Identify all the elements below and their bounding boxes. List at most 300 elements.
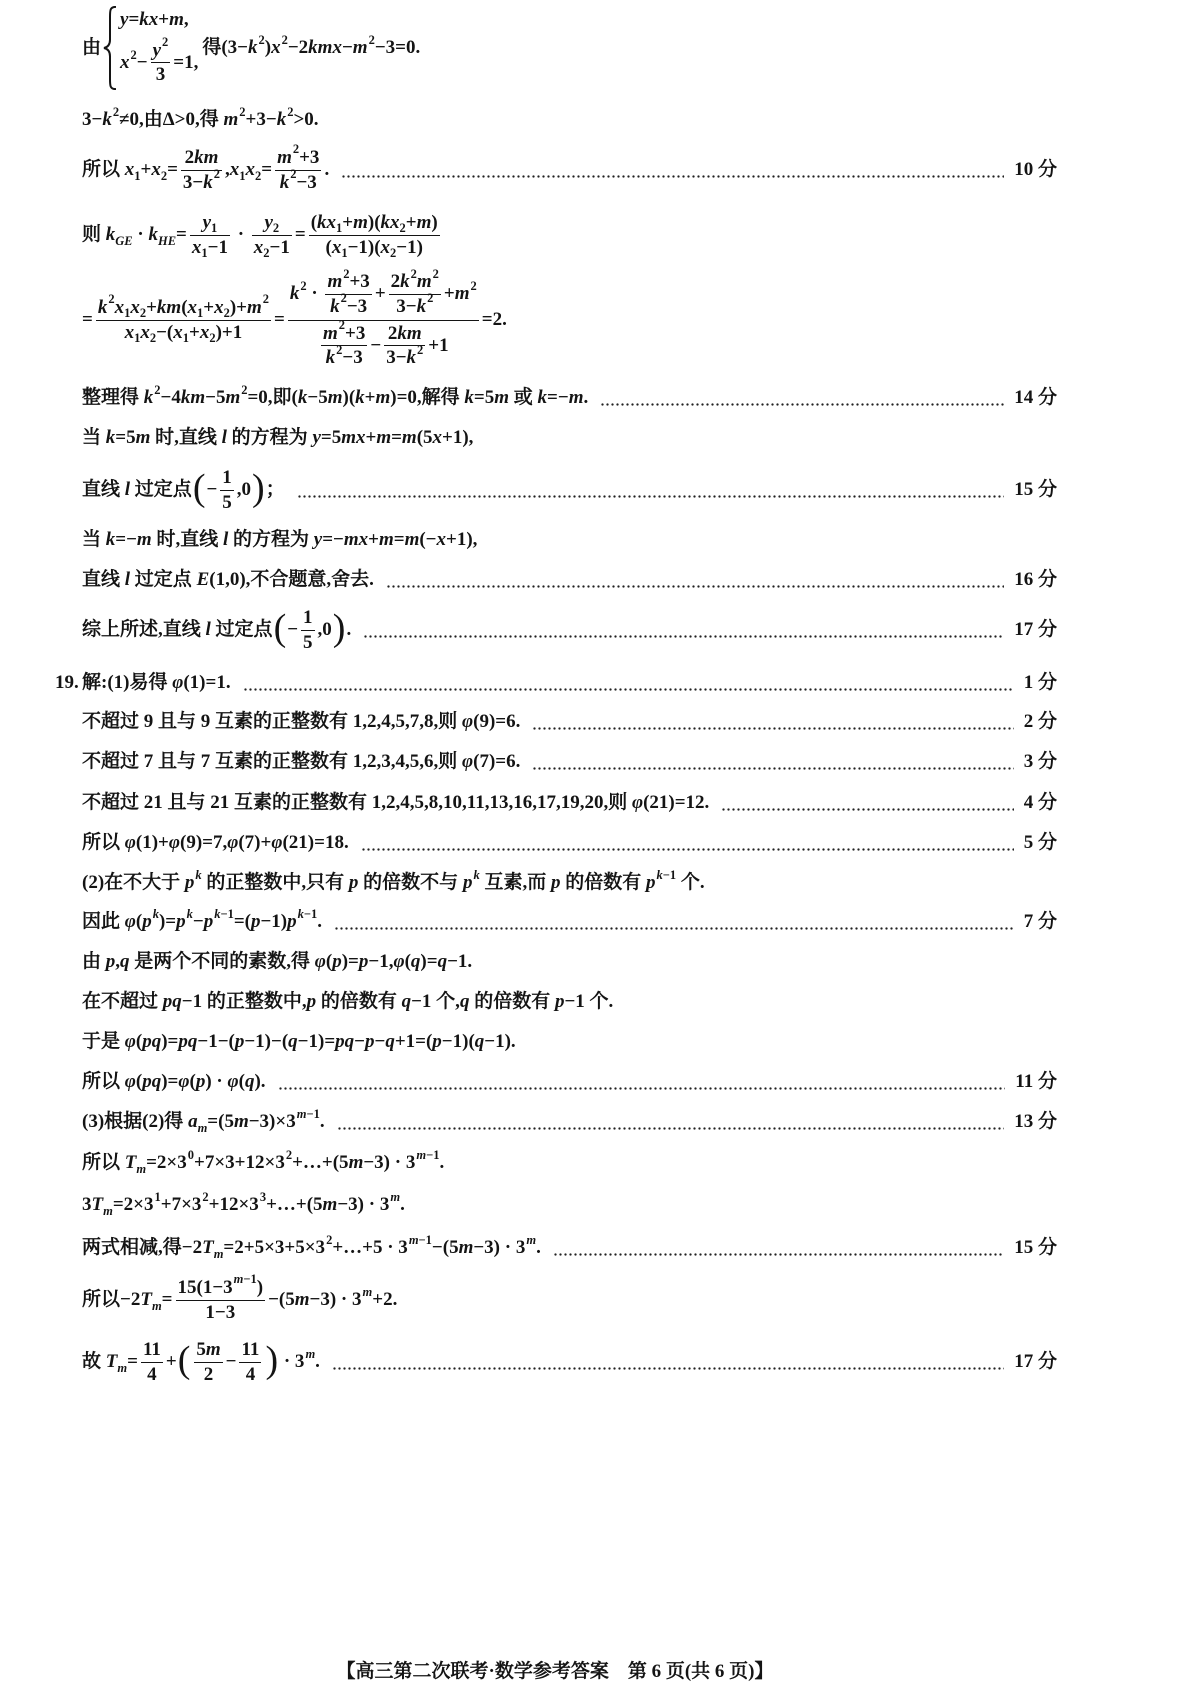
numerator <box>252 211 292 236</box>
math-text: 所以 <box>82 832 125 854</box>
math-variable: k <box>355 387 365 409</box>
numerator <box>190 211 230 236</box>
math-text: 时,直线 <box>151 529 223 551</box>
math-text: −5 <box>205 387 226 409</box>
math-text: −( <box>156 321 174 343</box>
fraction <box>239 1338 261 1387</box>
math-text: 2 <box>139 306 147 321</box>
score-points: 17 分 <box>1014 1351 1057 1373</box>
math-text: +2. <box>372 1289 398 1311</box>
math-text: 1 <box>134 168 141 183</box>
denominator <box>325 291 371 319</box>
answer-line <box>82 462 1057 518</box>
math-text: 2 <box>281 32 288 47</box>
score-points: 1 分 <box>1023 672 1057 694</box>
math-text: . <box>583 387 589 409</box>
math-variable: φ <box>124 1031 136 1053</box>
math-variable: m <box>247 296 262 318</box>
score-points: 10 分 <box>1014 159 1057 181</box>
math-variable: x <box>214 296 224 318</box>
math-variable: k <box>152 906 159 921</box>
math-text: ≠0,由Δ>0,得 <box>119 109 224 131</box>
answer-line <box>82 823 1057 863</box>
superscript <box>339 318 345 332</box>
math-text: )= <box>158 911 177 933</box>
superscript <box>113 105 119 119</box>
math-text: + <box>342 211 354 233</box>
math-variable: φ <box>227 832 239 854</box>
math-text: 3 <box>155 64 166 86</box>
math-text: 11 <box>142 1338 161 1360</box>
math-text: =5 <box>473 387 495 409</box>
math-variable: k <box>186 906 193 921</box>
denominator <box>141 1363 163 1387</box>
line-content <box>82 1106 325 1135</box>
denominator <box>321 343 367 370</box>
subscript <box>209 331 215 345</box>
math-text: = <box>167 159 178 181</box>
superscript <box>656 868 676 882</box>
answer-line <box>82 266 1057 369</box>
answer-line <box>82 702 1057 742</box>
math-variable: k <box>537 387 548 409</box>
superscript <box>155 1190 161 1204</box>
superscript <box>416 1148 439 1162</box>
math-text: + <box>165 1351 177 1373</box>
math-text: · <box>232 224 249 246</box>
subscript <box>136 1162 146 1176</box>
denominator <box>384 343 425 370</box>
answer-line <box>82 1022 1057 1062</box>
math-text: 3− <box>396 295 417 317</box>
math-variable: φ <box>314 951 326 973</box>
numerator <box>275 142 321 171</box>
math-variable: k <box>97 296 108 318</box>
math-text: (7)=6. <box>473 751 521 773</box>
math-text: 2 <box>336 343 343 358</box>
line-content <box>82 867 705 894</box>
math-variable: y <box>120 8 129 30</box>
math-text: −1)−( <box>244 1031 289 1053</box>
denominator <box>181 167 222 195</box>
superscript <box>326 1233 332 1247</box>
denominator <box>389 291 441 319</box>
math-variable: m <box>117 1360 128 1375</box>
math-text: 11 <box>241 1338 260 1360</box>
math-variable: m <box>327 387 343 409</box>
dot-leader <box>600 403 1004 406</box>
math-variable: φ <box>227 1071 239 1093</box>
fraction <box>321 318 367 371</box>
math-variable: x <box>140 321 150 343</box>
math-variable: m <box>458 1237 474 1259</box>
dot-leader <box>278 1087 1006 1090</box>
problem-number: 19. <box>55 672 79 693</box>
math-text: , <box>225 159 230 181</box>
math-variable: GE <box>115 233 133 248</box>
math-variable: p <box>550 872 561 894</box>
math-text: 1−3 <box>205 1301 236 1323</box>
math-text: 1 <box>222 466 232 488</box>
answer-line <box>82 418 1057 458</box>
fraction <box>389 266 441 319</box>
math-text: 过定点 <box>130 569 197 591</box>
subscript <box>103 1204 113 1218</box>
score-points: 16 分 <box>1014 569 1057 591</box>
math-variable: x <box>331 236 342 258</box>
math-variable: k <box>325 347 336 369</box>
math-text: 过定点 <box>130 479 192 501</box>
math-text: −(5 <box>431 1237 459 1259</box>
math-text: =2. <box>481 309 507 331</box>
math-variable: k <box>148 224 158 246</box>
fraction <box>190 211 230 260</box>
subscript <box>197 306 203 320</box>
math-variable: x <box>114 296 125 318</box>
math-text: −1) <box>260 911 288 933</box>
dot-leader <box>532 767 1013 770</box>
math-text: 1 <box>341 246 348 261</box>
math-variable: p <box>287 911 297 933</box>
math-text: )=0,解得 <box>390 387 465 409</box>
math-variable: φ <box>124 1071 136 1093</box>
math-text: −1)( <box>347 236 381 258</box>
math-text: +…+(5 <box>266 1194 323 1216</box>
math-text: −3 <box>342 347 363 369</box>
math-text: −1 <box>306 1106 320 1121</box>
numerator <box>220 466 234 491</box>
math-text: −1 <box>243 1272 257 1287</box>
math-variable: T <box>105 1351 118 1373</box>
numerator <box>301 606 315 631</box>
math-text: 综上所述,直线 <box>82 619 206 641</box>
math-text: (− <box>419 529 437 551</box>
math-text: 0 <box>187 1147 195 1162</box>
superscript <box>108 292 114 306</box>
math-text: + <box>405 211 417 233</box>
superscript <box>234 1272 257 1286</box>
math-variable: q <box>385 1031 395 1053</box>
subscript <box>224 306 230 320</box>
line-content <box>82 751 520 773</box>
math-text: (3)根据(2)得 <box>82 1111 189 1133</box>
line-content <box>82 906 323 933</box>
brace-stroke <box>104 7 116 89</box>
numerator <box>239 1338 261 1363</box>
superscript <box>427 291 433 305</box>
superscript <box>305 1347 315 1361</box>
math-text: · <box>306 283 323 305</box>
math-text: 两式相减,得−2 <box>82 1237 203 1259</box>
math-variable: φ <box>393 951 405 973</box>
math-variable: T <box>124 1152 137 1174</box>
math-text: 2 <box>390 246 397 261</box>
math-text: −1 <box>426 1147 440 1162</box>
math-variable: m <box>416 211 432 233</box>
math-text: −3) · 3 <box>337 1194 390 1216</box>
superscript <box>214 907 234 921</box>
math-variable: m <box>416 270 432 292</box>
math-variable: x <box>130 296 140 318</box>
math-variable: m <box>323 322 338 344</box>
subscript <box>390 246 396 260</box>
superscript <box>297 1107 320 1121</box>
system-rows <box>117 9 198 88</box>
math-text: 4 <box>245 1363 256 1385</box>
math-variable: T <box>140 1289 152 1311</box>
math-text: 3 <box>82 1194 92 1216</box>
math-text: (1)=1. <box>183 672 231 694</box>
math-text: + <box>368 529 379 551</box>
math-text: +12×3 <box>208 1194 259 1216</box>
score-points: 15 分 <box>1014 479 1057 501</box>
system-row <box>120 35 199 88</box>
superscript <box>341 291 347 305</box>
math-text: 1 <box>211 221 218 236</box>
line-content <box>82 382 589 409</box>
math-variable: x <box>199 321 210 343</box>
math-text: −1 个. <box>564 991 614 1013</box>
math-variable: m <box>305 1346 316 1361</box>
denominator <box>190 236 230 260</box>
math-text: 2 <box>160 168 168 183</box>
math-variable: m <box>390 1189 401 1204</box>
superscript <box>471 279 477 293</box>
math-text: −(5 <box>268 1289 295 1311</box>
math-text: (1,0),不合题意,舍去. <box>209 569 374 591</box>
large-parenthesis: ( <box>273 607 287 649</box>
subscript <box>214 1247 224 1261</box>
math-text: 2 <box>108 292 115 307</box>
math-text: −1 <box>269 236 290 258</box>
math-text: 2 <box>285 1147 293 1162</box>
subscript <box>239 169 245 183</box>
math-text: 2 <box>290 167 297 182</box>
superscript <box>195 868 201 882</box>
math-text: 2 <box>213 167 220 182</box>
math-variable: pq <box>162 991 182 1013</box>
dot-leader <box>532 727 1013 730</box>
math-text: +…+5 · 3 <box>332 1237 408 1259</box>
math-text: 15(1−3 <box>177 1276 233 1298</box>
math-variable: x <box>271 37 281 59</box>
subscript <box>158 234 176 248</box>
math-text: −1 <box>303 906 318 921</box>
math-variable: l <box>124 479 131 501</box>
math-text: 1 <box>303 606 313 628</box>
answer-line <box>82 100 1057 140</box>
math-variable: kx <box>139 8 159 30</box>
math-text: 2 <box>300 278 307 293</box>
math-variable: l <box>222 529 229 551</box>
math-text: 所以 <box>82 1152 125 1174</box>
math-text: ( <box>238 1071 245 1093</box>
answer-line <box>82 982 1057 1022</box>
math-text: 不超过 7 且与 7 互素的正整数有 1,2,3,4,5,6,则 <box>82 751 463 773</box>
math-variable: mx <box>341 427 366 449</box>
math-variable: m <box>169 8 184 30</box>
math-text: ) <box>256 1276 264 1298</box>
score-points: 2 分 <box>1023 711 1057 733</box>
fraction <box>301 606 315 655</box>
math-text: +3 <box>299 146 320 168</box>
math-variable: k <box>105 529 116 551</box>
math-variable: y <box>313 529 323 551</box>
math-variable: φ <box>271 832 283 854</box>
superscript <box>343 267 349 281</box>
answer-line <box>82 142 1057 198</box>
math-text: 5 <box>303 631 313 653</box>
math-variable: m <box>322 1194 338 1216</box>
answer-line <box>82 742 1057 782</box>
math-text: . <box>346 619 352 641</box>
math-text: 当 <box>82 529 106 551</box>
math-text: 的倍数有 <box>560 872 646 894</box>
math-text: +1 <box>428 334 449 356</box>
math-variable: m <box>416 1147 427 1162</box>
math-variable: k <box>289 283 300 305</box>
math-text: ). <box>254 1071 266 1093</box>
numerator <box>288 266 479 321</box>
subscript <box>134 169 140 183</box>
math-variable: φ <box>172 672 184 694</box>
math-variable: k <box>203 171 213 193</box>
math-text: = <box>294 224 306 246</box>
math-text: 2 <box>162 35 169 50</box>
math-text: 不超过 9 且与 9 互素的正整数有 1,2,4,5,7,8,则 <box>82 711 463 733</box>
math-text: = <box>82 309 93 331</box>
answer-line <box>82 1062 1057 1102</box>
math-text: −3) · 3 <box>473 1237 526 1259</box>
math-variable: q <box>288 1031 298 1053</box>
math-text: 2 <box>417 343 424 358</box>
math-text: = <box>393 529 405 551</box>
large-parenthesis: ) <box>265 1339 279 1381</box>
math-variable: HE <box>157 233 177 248</box>
math-text: . <box>317 911 323 933</box>
math-variable: T <box>202 1237 214 1259</box>
math-text: 所以 <box>82 159 125 181</box>
superscript <box>188 1148 194 1162</box>
math-text: 得(3− <box>202 37 249 59</box>
math-text: 2 <box>340 291 347 306</box>
math-text: ) <box>264 37 272 59</box>
math-variable: m <box>233 1111 249 1133</box>
math-variable: p <box>332 951 342 973</box>
math-variable: pq <box>142 1071 162 1093</box>
math-variable: m <box>136 1161 147 1176</box>
math-variable: x <box>124 159 135 181</box>
math-variable: x <box>187 296 198 318</box>
dot-leader <box>721 808 1013 811</box>
math-variable: km <box>156 296 182 318</box>
superscript <box>282 33 288 47</box>
math-variable: φ <box>462 711 474 733</box>
superscript <box>286 1148 292 1162</box>
math-variable: q <box>120 951 130 973</box>
math-variable: kx <box>317 211 337 233</box>
denominator <box>96 321 271 345</box>
line-content <box>82 104 319 131</box>
math-variable: k <box>105 427 116 449</box>
fraction <box>181 146 222 195</box>
math-text: (21)=12. <box>643 792 710 814</box>
math-variable: E <box>196 569 210 591</box>
math-text: − <box>136 52 148 73</box>
math-text: 2 <box>470 278 477 293</box>
math-variable: m <box>378 529 394 551</box>
math-text: + <box>189 321 200 343</box>
score-points: 11 分 <box>1015 1071 1057 1093</box>
math-text: −1−( <box>197 1031 235 1053</box>
denominator <box>275 167 321 195</box>
math-variable: q <box>437 951 448 973</box>
math-text: ( <box>325 236 332 258</box>
math-text: 互素,而 <box>479 872 551 894</box>
math-text: + <box>365 427 377 449</box>
superscript <box>287 105 293 119</box>
subscript <box>140 306 146 320</box>
math-text: ) <box>431 211 438 233</box>
math-variable: k <box>195 867 202 882</box>
math-text: 则 <box>82 224 106 246</box>
math-variable: k <box>279 171 290 193</box>
superscript <box>239 105 245 119</box>
math-text: −3=0. <box>374 37 421 59</box>
math-text: 的正整数中,只有 <box>201 872 349 894</box>
math-variable: x <box>151 159 161 181</box>
line-content <box>82 211 443 260</box>
math-variable: a <box>188 1111 198 1133</box>
subscript <box>255 169 261 183</box>
math-text: +1=( <box>394 1031 433 1053</box>
subscript <box>117 1361 127 1375</box>
math-text: 过定点 <box>210 619 273 641</box>
fraction <box>176 1272 266 1325</box>
math-text: ( <box>135 1071 143 1093</box>
math-text: 2 <box>343 266 350 281</box>
math-text: 直线 <box>82 479 125 501</box>
superscript <box>390 1190 400 1204</box>
math-text: 是两个不同的素数,得 <box>129 951 315 973</box>
math-text: + <box>140 159 152 181</box>
dot-leader <box>297 495 1005 498</box>
math-text: 2 <box>112 104 120 119</box>
superscript <box>162 35 168 49</box>
math-text: 2 <box>387 322 398 344</box>
math-variable: k <box>473 867 480 882</box>
math-text: (5 <box>416 427 433 449</box>
denominator <box>151 63 171 87</box>
math-text: 2 <box>202 1189 209 1204</box>
subscript <box>150 331 156 345</box>
math-variable: m <box>494 387 510 409</box>
math-variable: k <box>297 906 304 921</box>
math-text: (21)=18. <box>282 832 349 854</box>
numerator <box>325 266 371 295</box>
numerator <box>309 211 440 236</box>
math-variable: k <box>105 224 116 246</box>
math-text: 2 <box>255 168 262 183</box>
math-text: 1 <box>124 306 131 321</box>
math-text: 1 <box>182 331 190 346</box>
math-text: −2 <box>287 37 309 59</box>
superscript <box>154 383 160 397</box>
math-variable: y <box>264 211 273 233</box>
math-text: 2 <box>432 266 439 281</box>
math-variable: p <box>348 872 359 894</box>
dot-leader <box>341 175 1004 178</box>
